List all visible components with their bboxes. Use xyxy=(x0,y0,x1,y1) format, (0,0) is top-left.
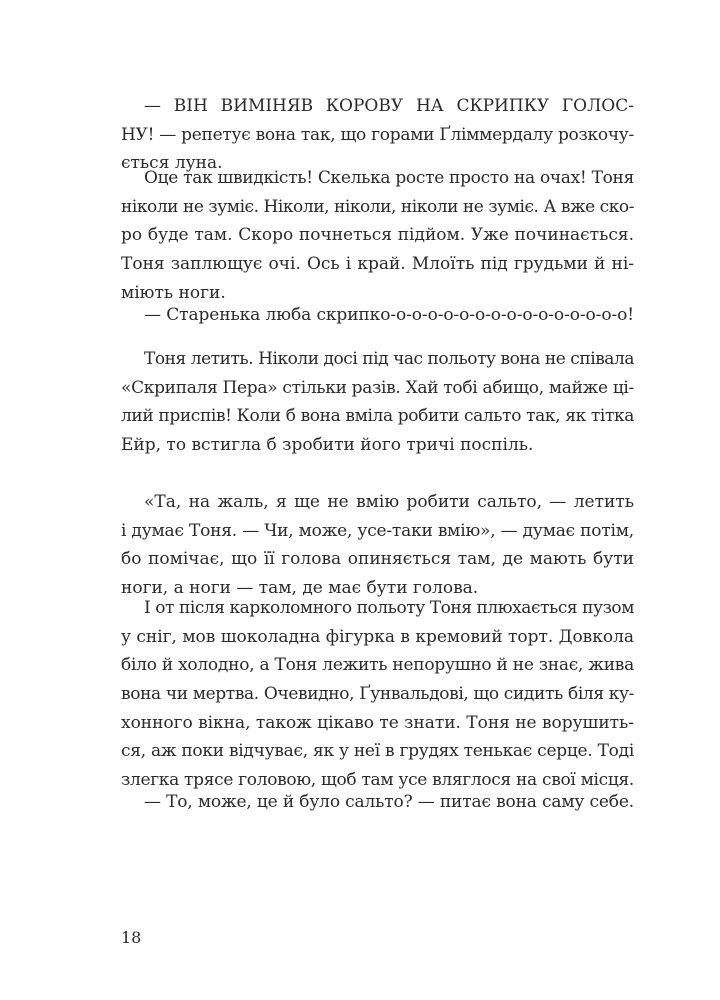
text-line: біло й холодно, а Тоня лежить непорушно й не знає, жива xyxy=(121,655,634,676)
text-line: «Та, на жаль, я ще не вмію робити сальто, — летить xyxy=(144,492,634,512)
paragraph-6 xyxy=(121,594,634,795)
paragraph-7 xyxy=(121,788,634,817)
text-line: І от після карколомного польоту Тоня плюхається пузом xyxy=(144,598,634,618)
text-line: Тоня летить. Ніколи досі під час польоту вона не співала xyxy=(144,349,634,369)
text-line: — ВІН ВИМІНЯВ КОРОВУ НА СКРИПКУ ГОЛОС- xyxy=(144,96,634,116)
paragraph-5 xyxy=(121,488,634,603)
text-line: Оце так швидкість! Скелька росте просто на очах! Тоня xyxy=(144,168,634,188)
text-line: ся, аж поки відчуває, як у неї в грудях тенькає серце. Тоді xyxy=(121,741,634,762)
text-line: ро буде там. Скоро почнеться підйом. Уже починається. xyxy=(121,225,634,246)
text-line: «Скрипаля Пера» стільки разів. Хай тобі абищо, майже ці- xyxy=(121,377,634,398)
paragraph-4 xyxy=(121,345,634,460)
text-line: і думає Тоня. — Чи, може, усе-таки вмію», — думає потім, xyxy=(121,520,634,541)
text-line: Тоня заплющує очі. Ось і край. Млоїть під грудьми й ні- xyxy=(121,254,634,275)
text-line: хонного вікна, також цікаво те знати. Тоня не ворушить- xyxy=(121,712,634,733)
text-line: ноги, а ноги — там, де має бути голова. xyxy=(121,578,479,599)
text-line: НУ! — репетує вона так, що горами Ґліммердалу розкочу- xyxy=(121,124,634,145)
text-line: вона чи мертва. Очевидно, Ґунвальдові, що сидить біля ку- xyxy=(121,684,634,705)
page-number: 18 xyxy=(121,928,142,947)
text-line: міють ноги. xyxy=(121,282,226,303)
paragraph-2 xyxy=(121,164,634,307)
text-line: бо помічає, що її голова опиняється там, де мають бути xyxy=(121,549,634,570)
text-line: ється луна. xyxy=(121,153,223,174)
text-line: лий приспів! Коли б вона вміла робити сальто так, як тітка xyxy=(121,406,634,427)
text-line: — Старенька люба скрипко-о-о-о-о-о-о-о-о-о-о-о-о-о-о-о! xyxy=(144,305,634,325)
text-line: — То, може, це й було сальто? — питає вона саму себе. xyxy=(144,792,634,812)
text-line: ніколи не зуміє. Ніколи, ніколи, ніколи не зуміє. А вже ско- xyxy=(121,196,635,217)
text-line: Ейр, то встигла б зробити його тричі поспіль. xyxy=(121,435,534,456)
paragraph-3 xyxy=(121,301,634,330)
text-line: злегка трясе головою, щоб там усе вляглося на свої місця. xyxy=(121,770,634,791)
text-line: у сніг, мов шоколадна фігурка в кремовий торт. Довкола xyxy=(121,626,634,647)
